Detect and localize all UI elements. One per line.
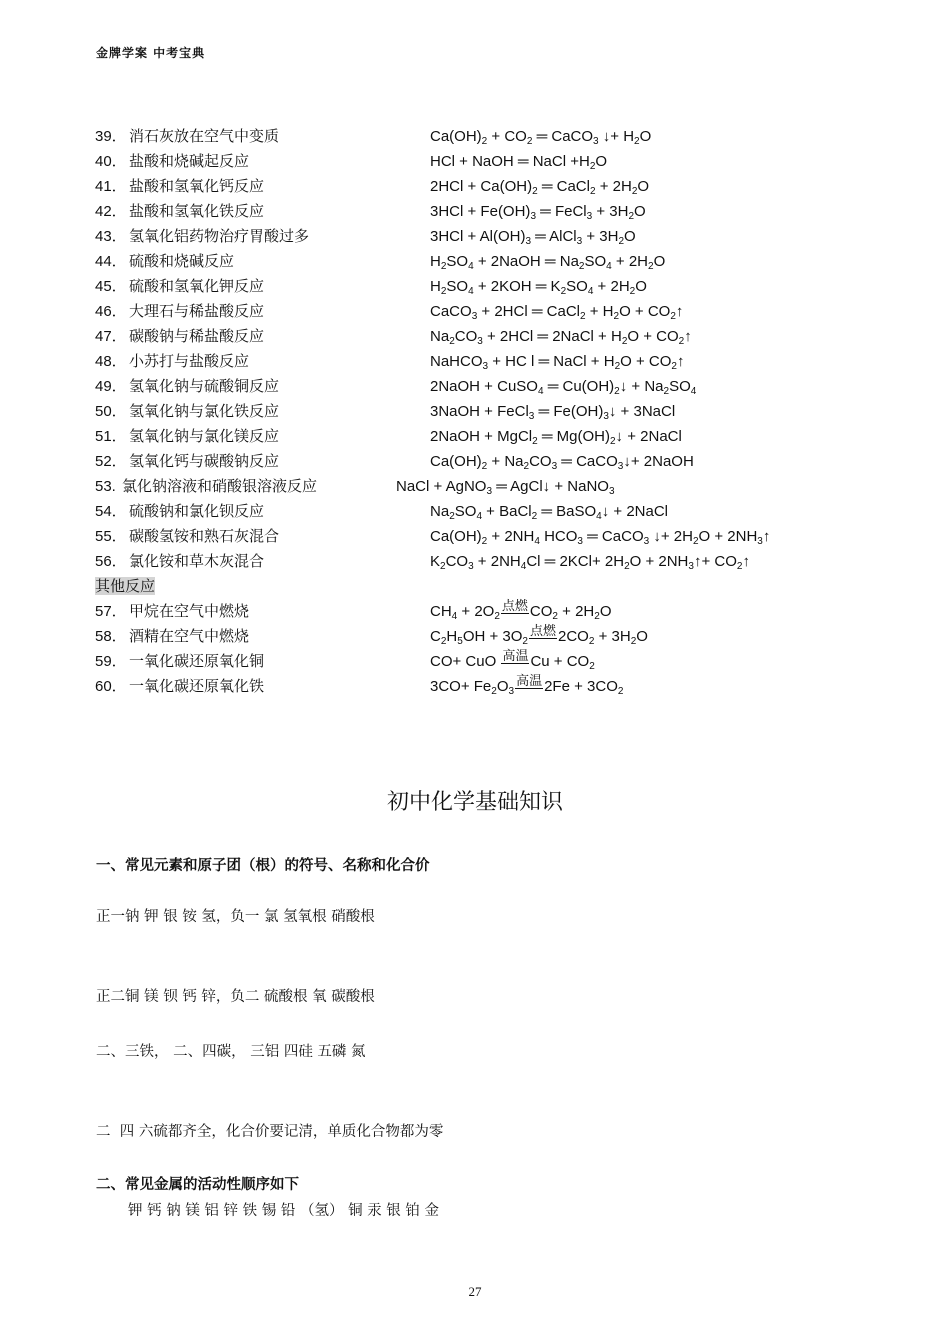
valence-line-1: 正一钠 钾 银 铵 氢，负一 氯 氢氧根 硝酸根	[96, 909, 375, 925]
reaction-name: 一氧化碳还原氧化铁	[129, 677, 265, 695]
reaction-name: 硫酸钠和氯化钡反应	[129, 502, 265, 520]
section-title: 初中化学基础知识	[386, 790, 563, 815]
reaction-number: 47．	[95, 328, 127, 345]
reaction-number: 39．	[95, 128, 127, 145]
reaction-number: 45．	[95, 278, 127, 295]
reaction-row	[95, 349, 855, 374]
reaction-row	[95, 499, 855, 524]
reaction-number: 60．	[95, 678, 127, 695]
document-header: 金牌学案 中考宝典	[96, 46, 206, 60]
reaction-number: 49．	[95, 378, 127, 395]
reaction-row	[95, 324, 855, 349]
reaction-row	[95, 549, 855, 574]
reaction-name: 氯化钠溶液和硝酸银溶液反应	[122, 477, 318, 495]
reaction-row	[95, 199, 855, 224]
reaction-number: 58．	[95, 628, 127, 645]
reaction-number: 48．	[95, 353, 127, 370]
reaction-name: 氢氧化钙与碳酸钠反应	[129, 452, 280, 470]
chemical-equation: CaCO$_3$ + 2HCl ═ CaCl$_2$ + $H_2O$ + $CO_2↑$	[430, 303, 684, 322]
chemical-equation: CO+ CuO 高温 $Cu + CO_2$	[430, 648, 595, 672]
reaction-number: 52．	[95, 453, 127, 470]
reaction-number: 44．	[95, 253, 127, 270]
reaction-number: 41．	[95, 178, 127, 195]
reaction-number: 43．	[95, 228, 127, 245]
reaction-row	[95, 399, 855, 424]
reaction-row	[95, 424, 855, 449]
section1-heading: 一、常见元素和原子团（根）的符号、名称和化合价	[96, 858, 430, 874]
chemical-equation: $Na_2CO_3 + 2HCl$ ═ 2NaCl + $H_2O$ + $CO_2↑$	[430, 328, 692, 347]
reaction-name: 大理石与稀盐酸反应	[129, 302, 265, 320]
reaction-number: 56．	[95, 553, 127, 570]
reaction-row	[95, 174, 855, 199]
chemical-equation: $H_2SO_4$ + 2NaOH ═ $Na_2SO_4 + 2H_2O$	[430, 253, 666, 272]
chemical-equation: $CH_4 + 2O_2$点燃 $CO_2 + 2H_2O$	[430, 598, 612, 622]
reaction-row	[95, 249, 855, 274]
reaction-name: 甲烷在空气中燃烧	[129, 602, 250, 620]
valence-line-4: 二 四 六硫都齐全，化合价要记清，单质化合物都为零	[96, 1124, 444, 1140]
reaction-name: 酒精在空气中燃烧	[129, 627, 250, 645]
chemical-equation: $Ca(OH)_2 + CO_2$ ═ CaCO$_3$ ↓+ $H_2O$	[430, 128, 652, 147]
reaction-row	[95, 374, 855, 399]
reaction-name: 氯化铵和草木灰混合	[129, 552, 265, 570]
reaction-row	[95, 649, 855, 674]
reaction-name: 碳酸钠与稀盐酸反应	[129, 327, 265, 345]
chemical-equation: $Ca(OH)_2 + 2NH_4$ $HCO_3$ ═ CaCO$_3$ ↓+ $2H_2O$ + $2NH_3↑$	[430, 528, 771, 547]
chemical-equation: 3NaOH + FeCl$_3$ ═ $Fe(OH)_3↓$ + 3NaCl	[430, 403, 676, 422]
chemical-equation: $H_2SO_4 + 2KOH$ ═ $K_2SO_4 + 2H_2O$	[430, 278, 647, 297]
reaction-row	[95, 299, 855, 324]
reaction-number: 42．	[95, 203, 127, 220]
reaction-name: 氢氧化钠与氯化铁反应	[129, 402, 280, 420]
chemical-equation: $C_2H_5OH + 3O_2$点燃 $2CO_2 + 3H_2O$	[430, 623, 648, 647]
reaction-number: 59．	[95, 653, 127, 670]
reaction-row	[95, 224, 855, 249]
chemical-equation: $Na_2SO_4$ + BaCl$_2$ ═ BaSO$_4$↓ + 2NaCl	[430, 503, 668, 522]
reaction-row	[95, 624, 855, 649]
reaction-name: 硫酸和氢氧化钾反应	[129, 277, 265, 295]
chemical-equation: $3HCl + Al(OH)_3$ ═ AlCl$_3$ + $3H_2O$	[430, 228, 636, 247]
section2-heading: 二、常见金属的活动性顺序如下	[96, 1177, 299, 1193]
other-reactions-label: 其他反应	[95, 577, 156, 595]
chemical-equation: $3HCl + Fe(OH)_3$ ═ FeCl$_3$ + $3H_2O$	[430, 203, 646, 222]
valence-line-3: 二、三铁， 二、四碳， 三铝 四硅 五磷 氮	[96, 1044, 366, 1060]
reaction-row	[95, 524, 855, 549]
reaction-name: 碳酸氢铵和熟石灰混合	[129, 527, 280, 545]
chemical-equation: NaHCO$_3$ + HC l ═ NaCl + $H_2O$ + $CO_2↑$	[430, 353, 685, 372]
chemical-equation: 2NaOH + CuSO$_4$ ═ $Cu(OH)_2↓ + Na_2SO_4$	[430, 378, 697, 397]
reaction-row	[95, 674, 855, 699]
reaction-number: 57．	[95, 603, 127, 620]
reaction-number: 54．	[95, 503, 127, 520]
valence-line-2: 正二铜 镁 钡 钙 锌，负二 硫酸根 氧 碳酸根	[96, 989, 375, 1005]
reaction-name: 盐酸和烧碱起反应	[129, 152, 250, 170]
reaction-name: 消石灰放在空气中变质	[129, 127, 280, 145]
reaction-name: 硫酸和烧碱反应	[129, 252, 235, 270]
reaction-name: 盐酸和氢氧化钙反应	[129, 177, 265, 195]
activity-series: 钾 钙 钠 镁 铝 锌 铁 锡 铅 （氢） 铜 汞 银 铂 金	[128, 1203, 440, 1219]
reaction-row	[95, 449, 855, 474]
reaction-row	[95, 124, 855, 149]
reaction-row	[95, 474, 855, 499]
reaction-name: 氢氧化铝药物治疗胃酸过多	[129, 227, 310, 245]
reaction-row	[95, 149, 855, 174]
reaction-name: 氢氧化钠与硫酸铜反应	[129, 377, 280, 395]
reaction-number: 55．	[95, 528, 127, 545]
chemical-equation: $3CO+ Fe_2O_3$高温 $2Fe + 3CO_2$	[430, 673, 624, 697]
reaction-number: 50．	[95, 403, 127, 420]
reaction-name: 小苏打与盐酸反应	[129, 352, 250, 370]
reaction-number: 51．	[95, 428, 127, 445]
reaction-name: 盐酸和氢氧化铁反应	[129, 202, 265, 220]
chemical-equation: 2NaOH + MgCl$_2$ ═ $Mg(OH)_2↓$ + 2NaCl	[430, 428, 682, 447]
other-reactions-heading	[95, 574, 855, 599]
reaction-row	[95, 274, 855, 299]
page-number: 27	[468, 1284, 482, 1299]
reaction-name: 氢氧化钠与氯化镁反应	[129, 427, 280, 445]
reaction-row	[95, 599, 855, 624]
reaction-list	[95, 124, 855, 699]
chemical-equation: HCl + NaOH ═ NaCl $+H_2O$	[430, 153, 608, 172]
reaction-number: 46．	[95, 303, 127, 320]
reaction-number: 40．	[95, 153, 127, 170]
chemical-equation: NaCl + AgNO$_3$ ═ AgCl↓ + NaNO$_3$	[396, 478, 615, 497]
reaction-number: 53.	[95, 478, 116, 495]
chemical-equation: $K_2CO_3 + 2NH_4Cl$ ═ $2KCl+ 2H_2O$ + $2NH_3↑+$ $CO_2↑$	[430, 553, 750, 572]
reaction-name: 一氧化碳还原氧化铜	[129, 652, 265, 670]
chemical-equation: $Ca(OH)_2 + Na_2CO_3$ ═ CaCO$_3$↓+ 2NaOH	[430, 453, 694, 472]
chemical-equation: $2HCl + Ca(OH)_2$ ═ CaCl$_2$ + $2H_2O$	[430, 178, 650, 197]
